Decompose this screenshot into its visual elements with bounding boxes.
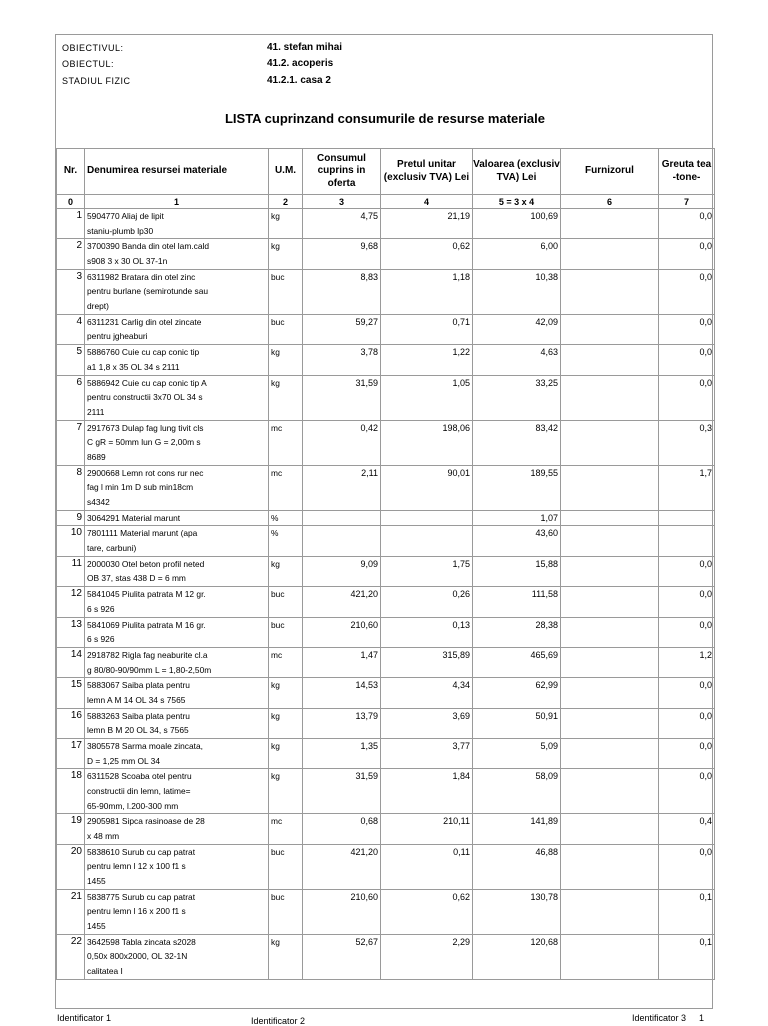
- supplier: [561, 314, 659, 344]
- value: 10,38: [473, 269, 561, 314]
- table-row: [57, 209, 715, 239]
- material-description: 6311231 Carlig din otel zincate pentru jgheaburi: [85, 314, 269, 344]
- weight: 0,1: [659, 889, 715, 934]
- unit-price: 1,22: [381, 345, 473, 375]
- unit: %: [269, 526, 303, 556]
- value: 100,69: [473, 209, 561, 239]
- quantity: 0,68: [303, 814, 381, 844]
- row-number: 18: [57, 769, 85, 814]
- table-row: [57, 556, 715, 586]
- value: 1,07: [473, 510, 561, 526]
- unit-price: 210,11: [381, 814, 473, 844]
- value: 83,42: [473, 420, 561, 465]
- col-greutate: Greuta tea -tone-: [659, 149, 715, 195]
- index-cell: 1: [85, 195, 269, 209]
- unit-price: [381, 510, 473, 526]
- obiectivul-value: 41. stefan mihai: [267, 42, 343, 53]
- value: 5,09: [473, 739, 561, 769]
- quantity: 4,75: [303, 209, 381, 239]
- table-row: [57, 420, 715, 465]
- page-number: 1: [699, 1013, 705, 1023]
- supplier: [561, 269, 659, 314]
- material-description: 6311528 Scoaba otel pentru constructii din lemn, latime= 65-90mm, l.200-300 mm: [85, 769, 269, 814]
- table-row: [57, 587, 715, 617]
- row-number: 21: [57, 889, 85, 934]
- material-description: 3642598 Tabla zincata s2028 0,50x 800x2000, OL 32-1N calitatea I: [85, 934, 269, 979]
- supplier: [561, 678, 659, 708]
- table-row: [57, 844, 715, 889]
- stadiul-value: 41.2.1. casa 2: [267, 75, 331, 86]
- index-cell: 3: [303, 195, 381, 209]
- quantity: 31,59: [303, 375, 381, 420]
- unit: buc: [269, 844, 303, 889]
- weight: 0,0: [659, 375, 715, 420]
- row-number: 19: [57, 814, 85, 844]
- quantity: 9,68: [303, 239, 381, 269]
- index-cell: 0: [57, 195, 85, 209]
- table-row: [57, 510, 715, 526]
- row-number: 1: [57, 209, 85, 239]
- table-row: [57, 269, 715, 314]
- material-description: 2917673 Dulap fag lung tivit cls C gR = 50mm lun G = 2,00m s 8689: [85, 420, 269, 465]
- supplier: [561, 814, 659, 844]
- supplier: [561, 375, 659, 420]
- quantity: 1,47: [303, 647, 381, 677]
- quantity: 9,09: [303, 556, 381, 586]
- unit: kg: [269, 375, 303, 420]
- value: 58,09: [473, 769, 561, 814]
- unit: buc: [269, 314, 303, 344]
- quantity: 14,53: [303, 678, 381, 708]
- unit: buc: [269, 889, 303, 934]
- table-body: [57, 209, 715, 980]
- quantity: 210,60: [303, 889, 381, 934]
- value: 189,55: [473, 465, 561, 510]
- material-description: 3064291 Material marunt: [85, 510, 269, 526]
- unit-price: 198,06: [381, 420, 473, 465]
- column-index-row: [57, 195, 715, 209]
- unit-price: 90,01: [381, 465, 473, 510]
- quantity: 8,83: [303, 269, 381, 314]
- material-description: 3700390 Banda din otel lam.cald s908 3 x 30 OL 37-1n: [85, 239, 269, 269]
- material-description: 2905981 Sipca rasinoase de 28 x 48 mm: [85, 814, 269, 844]
- row-number: 10: [57, 526, 85, 556]
- material-description: 2918782 Rigla fag neaburite cl.a g 80/80-90/90mm L = 1,80-2,50m: [85, 647, 269, 677]
- unit: kg: [269, 708, 303, 738]
- value: 50,91: [473, 708, 561, 738]
- table-row: [57, 814, 715, 844]
- table-row: [57, 708, 715, 738]
- weight: 0,1: [659, 934, 715, 979]
- row-number: 17: [57, 739, 85, 769]
- weight: 0,0: [659, 739, 715, 769]
- unit-price: 1,18: [381, 269, 473, 314]
- col-valoare: Valoarea (exclusiv TVA) Lei: [473, 149, 561, 195]
- weight: 0,0: [659, 844, 715, 889]
- quantity: 3,78: [303, 345, 381, 375]
- unit: buc: [269, 617, 303, 647]
- unit-price: 1,75: [381, 556, 473, 586]
- value: 33,25: [473, 375, 561, 420]
- col-um: U.M.: [269, 149, 303, 195]
- material-description: 5886760 Cuie cu cap conic tip a1 1,8 x 35 OL 34 s 2111: [85, 345, 269, 375]
- quantity: [303, 510, 381, 526]
- unit-price: 0,26: [381, 587, 473, 617]
- supplier: [561, 889, 659, 934]
- weight: [659, 526, 715, 556]
- footer-identificator-2: Identificator 2: [251, 1016, 306, 1026]
- value: 46,88: [473, 844, 561, 889]
- quantity: 0,42: [303, 420, 381, 465]
- row-number: 6: [57, 375, 85, 420]
- unit: kg: [269, 769, 303, 814]
- unit: buc: [269, 587, 303, 617]
- table-row: [57, 934, 715, 979]
- weight: 0,0: [659, 587, 715, 617]
- unit-price: [381, 526, 473, 556]
- table-row: [57, 314, 715, 344]
- supplier: [561, 420, 659, 465]
- row-number: 20: [57, 844, 85, 889]
- unit-price: 0,13: [381, 617, 473, 647]
- table-row: [57, 647, 715, 677]
- unit: mc: [269, 647, 303, 677]
- row-number: 5: [57, 345, 85, 375]
- weight: 0,0: [659, 345, 715, 375]
- table-row: [57, 769, 715, 814]
- table-row: [57, 889, 715, 934]
- obiectul-label: OBIECTUL:: [62, 59, 115, 69]
- value: 42,09: [473, 314, 561, 344]
- value: 4,63: [473, 345, 561, 375]
- document-frame: [55, 34, 713, 1009]
- index-cell: 4: [381, 195, 473, 209]
- value: 6,00: [473, 239, 561, 269]
- material-description: 7801111 Material marunt (apa tare, carbuni): [85, 526, 269, 556]
- unit: kg: [269, 345, 303, 375]
- material-description: 5883263 Saiba plata pentru lemn B M 20 OL 34, s 7565: [85, 708, 269, 738]
- row-number: 11: [57, 556, 85, 586]
- unit: %: [269, 510, 303, 526]
- weight: 0,0: [659, 769, 715, 814]
- unit-price: 3,77: [381, 739, 473, 769]
- table-row: [57, 526, 715, 556]
- materials-table: [56, 148, 715, 980]
- row-number: 14: [57, 647, 85, 677]
- row-number: 3: [57, 269, 85, 314]
- quantity: 59,27: [303, 314, 381, 344]
- row-number: 15: [57, 678, 85, 708]
- weight: 1,2: [659, 647, 715, 677]
- weight: 0,0: [659, 556, 715, 586]
- supplier: [561, 934, 659, 979]
- unit: kg: [269, 739, 303, 769]
- value: 43,60: [473, 526, 561, 556]
- table-row: [57, 345, 715, 375]
- unit: kg: [269, 239, 303, 269]
- footer-identificator-1: Identificator 1: [57, 1013, 112, 1023]
- unit: kg: [269, 556, 303, 586]
- supplier: [561, 345, 659, 375]
- quantity: 13,79: [303, 708, 381, 738]
- value: 465,69: [473, 647, 561, 677]
- weight: 0,0: [659, 678, 715, 708]
- unit-price: 21,19: [381, 209, 473, 239]
- row-number: 4: [57, 314, 85, 344]
- unit: buc: [269, 269, 303, 314]
- row-number: 22: [57, 934, 85, 979]
- index-cell: 6: [561, 195, 659, 209]
- obiectivul-label: OBIECTIVUL:: [62, 43, 124, 53]
- weight: [659, 510, 715, 526]
- obiectul-value: 41.2. acoperis: [267, 58, 334, 69]
- unit-price: 4,34: [381, 678, 473, 708]
- quantity: 52,67: [303, 934, 381, 979]
- unit-price: 1,84: [381, 769, 473, 814]
- weight: 0,0: [659, 314, 715, 344]
- unit-price: 1,05: [381, 375, 473, 420]
- unit-price: 0,62: [381, 889, 473, 934]
- weight: 0,0: [659, 209, 715, 239]
- index-cell: 5 = 3 x 4: [473, 195, 561, 209]
- value: 130,78: [473, 889, 561, 934]
- supplier: [561, 587, 659, 617]
- quantity: 2,11: [303, 465, 381, 510]
- table-row: [57, 375, 715, 420]
- document-title: LISTA cuprinzand consumurile de resurse materiale: [224, 111, 546, 126]
- value: 28,38: [473, 617, 561, 647]
- material-description: 5886942 Cuie cu cap conic tip A pentru constructii 3x70 OL 34 s 2111: [85, 375, 269, 420]
- supplier: [561, 769, 659, 814]
- material-description: 5838775 Surub cu cap patrat pentru lemn l 16 x 200 f1 s 1455: [85, 889, 269, 934]
- material-description: 5838610 Surub cu cap patrat pentru lemn l 12 x 100 f1 s 1455: [85, 844, 269, 889]
- supplier: [561, 844, 659, 889]
- row-number: 8: [57, 465, 85, 510]
- material-description: 2900668 Lemn rot cons rur nec fag l min 1m D sub min18cm s4342: [85, 465, 269, 510]
- row-number: 12: [57, 587, 85, 617]
- quantity: 210,60: [303, 617, 381, 647]
- unit: kg: [269, 934, 303, 979]
- supplier: [561, 510, 659, 526]
- table-row: [57, 678, 715, 708]
- weight: 0,0: [659, 617, 715, 647]
- quantity: 421,20: [303, 844, 381, 889]
- unit-price: 0,62: [381, 239, 473, 269]
- quantity: 1,35: [303, 739, 381, 769]
- quantity: [303, 526, 381, 556]
- stadiul-label: STADIUL FIZIC: [62, 76, 131, 86]
- supplier: [561, 239, 659, 269]
- unit: kg: [269, 678, 303, 708]
- table-row: [57, 465, 715, 510]
- material-description: 6311982 Bratara din otel zinc pentru burlane (semirotunde sau drept): [85, 269, 269, 314]
- material-description: 2000030 Otel beton profil neted OB 37, stas 438 D = 6 mm: [85, 556, 269, 586]
- value: 15,88: [473, 556, 561, 586]
- weight: 0,0: [659, 239, 715, 269]
- material-description: 3805578 Sarma moale zincata, D = 1,25 mm OL 34: [85, 739, 269, 769]
- value: 111,58: [473, 587, 561, 617]
- value: 120,68: [473, 934, 561, 979]
- unit: mc: [269, 420, 303, 465]
- supplier: [561, 617, 659, 647]
- col-pret: Pretul unitar (exclusiv TVA) Lei: [381, 149, 473, 195]
- row-number: 7: [57, 420, 85, 465]
- supplier: [561, 708, 659, 738]
- unit: mc: [269, 465, 303, 510]
- table-row: [57, 239, 715, 269]
- value: 62,99: [473, 678, 561, 708]
- unit-price: 0,71: [381, 314, 473, 344]
- row-number: 9: [57, 510, 85, 526]
- table-row: [57, 739, 715, 769]
- material-description: 5841045 Piulita patrata M 12 gr. 6 s 926: [85, 587, 269, 617]
- material-description: 5904770 Aliaj de lipit staniu-plumb lp30: [85, 209, 269, 239]
- value: 141,89: [473, 814, 561, 844]
- index-cell: 7: [659, 195, 715, 209]
- unit-price: 3,69: [381, 708, 473, 738]
- supplier: [561, 465, 659, 510]
- weight: 0,0: [659, 708, 715, 738]
- table-row: [57, 617, 715, 647]
- row-number: 2: [57, 239, 85, 269]
- col-furnizor: Furnizorul: [561, 149, 659, 195]
- row-number: 16: [57, 708, 85, 738]
- col-denumire: Denumirea resursei materiale: [85, 149, 269, 195]
- supplier: [561, 647, 659, 677]
- table-header-row: [57, 149, 715, 195]
- supplier: [561, 739, 659, 769]
- index-cell: 2: [269, 195, 303, 209]
- weight: 0,3: [659, 420, 715, 465]
- supplier: [561, 209, 659, 239]
- material-description: 5883067 Saiba plata pentru lemn A M 14 OL 34 s 7565: [85, 678, 269, 708]
- supplier: [561, 526, 659, 556]
- quantity: 31,59: [303, 769, 381, 814]
- weight: 0,0: [659, 269, 715, 314]
- unit-price: 0,11: [381, 844, 473, 889]
- footer-identificator-3: Identificator 3: [632, 1013, 687, 1023]
- col-nr: Nr.: [57, 149, 85, 195]
- material-description: 5841069 Piulita patrata M 16 gr. 6 s 926: [85, 617, 269, 647]
- unit-price: 315,89: [381, 647, 473, 677]
- weight: 1,7: [659, 465, 715, 510]
- unit-price: 2,29: [381, 934, 473, 979]
- row-number: 13: [57, 617, 85, 647]
- unit: mc: [269, 814, 303, 844]
- quantity: 421,20: [303, 587, 381, 617]
- weight: 0,4: [659, 814, 715, 844]
- supplier: [561, 556, 659, 586]
- unit: kg: [269, 209, 303, 239]
- col-consum: Consumul cuprins in oferta: [303, 149, 381, 195]
